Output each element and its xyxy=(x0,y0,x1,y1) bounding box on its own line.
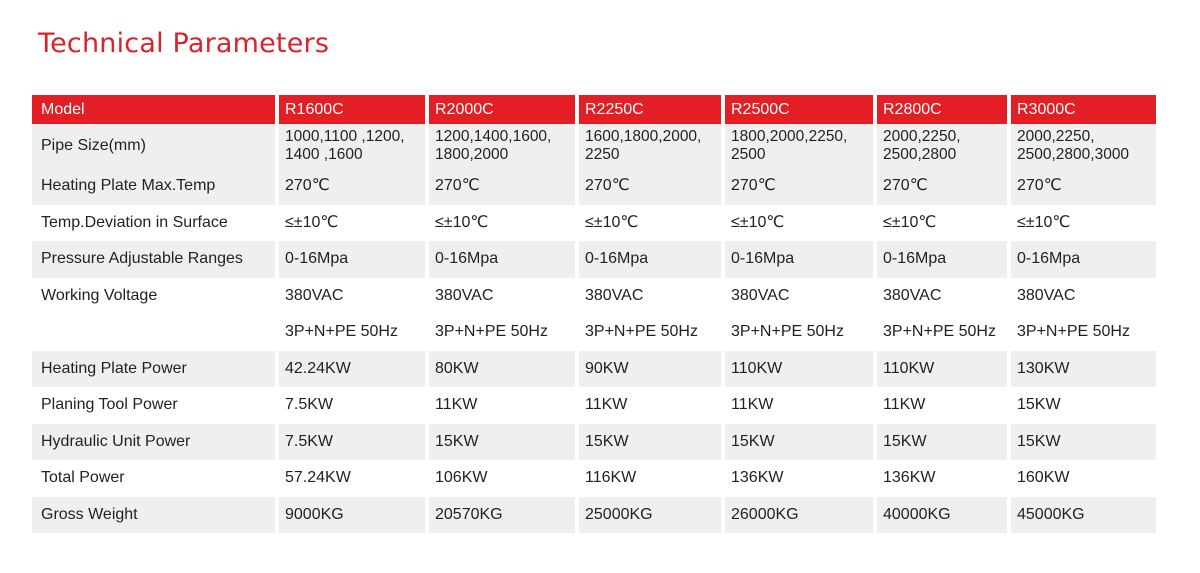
table-cell: 11KW xyxy=(427,387,577,424)
table-cell: 40000KG xyxy=(875,497,1009,534)
table-cell: 2000,2250, 2500,2800,3000 xyxy=(1009,124,1156,168)
table-cell: 270℃ xyxy=(277,168,427,205)
table-cell: 136KW xyxy=(875,460,1009,497)
table-cell: 0-16Mpa xyxy=(277,241,427,278)
header-r1600c: R1600C xyxy=(277,95,427,124)
table-cell: 116KW xyxy=(577,460,723,497)
spec-table xyxy=(32,95,1156,533)
table-cell: 136KW xyxy=(723,460,875,497)
row-label xyxy=(32,314,277,351)
table-cell: 15KW xyxy=(427,424,577,461)
table-row-voltage-phase xyxy=(32,314,1156,351)
table-cell: 3P+N+PE 50Hz xyxy=(723,314,875,351)
table-cell: 380VAC xyxy=(577,278,723,315)
table-cell: 2000,2250, 2500,2800 xyxy=(875,124,1009,168)
row-label: Gross Weight xyxy=(32,497,277,534)
page-title: Technical Parameters xyxy=(38,28,330,59)
table-cell: 11KW xyxy=(875,387,1009,424)
row-label: Pipe Size(mm) xyxy=(32,124,277,168)
table-cell: ≤±10℃ xyxy=(723,205,875,242)
table-header-row xyxy=(32,95,1156,124)
table-cell: 270℃ xyxy=(577,168,723,205)
header-r2250c: R2250C xyxy=(577,95,723,124)
row-label: Heating Plate Power xyxy=(32,351,277,388)
table-cell: 0-16Mpa xyxy=(427,241,577,278)
table-cell: 9000KG xyxy=(277,497,427,534)
table-cell: 0-16Mpa xyxy=(577,241,723,278)
table-cell: 15KW xyxy=(875,424,1009,461)
table-cell: 90KW xyxy=(577,351,723,388)
table-cell: 110KW xyxy=(723,351,875,388)
row-label: Planing Tool Power xyxy=(41,396,178,414)
table-cell: 26000KG xyxy=(723,497,875,534)
table-cell: 380VAC xyxy=(723,278,875,315)
table-cell: 130KW xyxy=(1009,351,1156,388)
table-cell: 0-16Mpa xyxy=(875,241,1009,278)
table-cell: 270℃ xyxy=(875,168,1009,205)
table-row-total-power xyxy=(32,460,1156,497)
table-cell: 3P+N+PE 50Hz xyxy=(427,314,577,351)
table-cell: 42.24KW xyxy=(277,351,427,388)
table-row-working-voltage xyxy=(32,278,1156,315)
table-cell: 11KW xyxy=(723,387,875,424)
header-r2800c: R2800C xyxy=(875,95,1009,124)
table-cell: 11KW xyxy=(577,387,723,424)
table-cell: 15KW xyxy=(723,424,875,461)
table-cell: 7.5KW xyxy=(277,387,427,424)
row-label: Heating Plate Max.Temp xyxy=(32,168,277,205)
table-cell: 270℃ xyxy=(1009,168,1156,205)
row-label: Hydraulic Unit Power xyxy=(32,424,277,461)
header-r3000c: R3000C xyxy=(1009,95,1156,124)
table-row-pressure xyxy=(32,241,1156,278)
table-cell: 3P+N+PE 50Hz xyxy=(1009,314,1156,351)
row-label: Working Voltage xyxy=(41,286,158,304)
row-label: Total Power xyxy=(41,469,125,487)
table-cell: 57.24KW xyxy=(277,460,427,497)
header-model: Model xyxy=(32,95,277,124)
table-cell: ≤±10℃ xyxy=(277,205,427,242)
table-cell: ≤±10℃ xyxy=(577,205,723,242)
table-cell: 380VAC xyxy=(1009,278,1156,315)
table-cell: 1000,1100 ,1200, 1400 ,1600 xyxy=(277,124,427,168)
table-cell: ≤±10℃ xyxy=(875,205,1009,242)
header-r2000c: R2000C xyxy=(427,95,577,124)
row-label: Temp.Deviation in Surface xyxy=(41,213,228,231)
table-row-temp-deviation xyxy=(32,205,1156,242)
table-cell: ≤±10℃ xyxy=(1009,205,1156,242)
table-cell: 15KW xyxy=(1009,387,1156,424)
table-cell: 160KW xyxy=(1009,460,1156,497)
table-cell: 270℃ xyxy=(427,168,577,205)
table-cell: 3P+N+PE 50Hz xyxy=(875,314,1009,351)
table-cell: 15KW xyxy=(1009,424,1156,461)
table-cell: 1600,1800,2000, 2250 xyxy=(577,124,723,168)
table-row-heating-plate-power xyxy=(32,351,1156,388)
table-cell: 25000KG xyxy=(577,497,723,534)
table-cell: 270℃ xyxy=(723,168,875,205)
table-cell: 7.5KW xyxy=(277,424,427,461)
table-cell: 0-16Mpa xyxy=(1009,241,1156,278)
header-r2500c: R2500C xyxy=(723,95,875,124)
table-row-hydraulic-unit-power xyxy=(32,424,1156,461)
table-row-planing-tool-power xyxy=(32,387,1156,424)
table-cell: 1200,1400,1600, 1800,2000 xyxy=(427,124,577,168)
table-cell: 80KW xyxy=(427,351,577,388)
table-cell: 45000KG xyxy=(1009,497,1156,534)
table-cell: 3P+N+PE 50Hz xyxy=(277,314,427,351)
table-cell: 0-16Mpa xyxy=(723,241,875,278)
table-row-pipe-size xyxy=(32,124,1156,168)
table-row-gross-weight xyxy=(32,497,1156,534)
table-cell: 106KW xyxy=(427,460,577,497)
table-cell: 15KW xyxy=(577,424,723,461)
table-cell: ≤±10℃ xyxy=(427,205,577,242)
table-cell: 380VAC xyxy=(427,278,577,315)
table-cell: 380VAC xyxy=(277,278,427,315)
table-row-max-temp xyxy=(32,168,1156,205)
table-cell: 1800,2000,2250, 2500 xyxy=(723,124,875,168)
table-cell: 380VAC xyxy=(875,278,1009,315)
row-label: Pressure Adjustable Ranges xyxy=(32,241,277,278)
table-cell: 20570KG xyxy=(427,497,577,534)
table-cell: 3P+N+PE 50Hz xyxy=(577,314,723,351)
table-cell: 110KW xyxy=(875,351,1009,388)
